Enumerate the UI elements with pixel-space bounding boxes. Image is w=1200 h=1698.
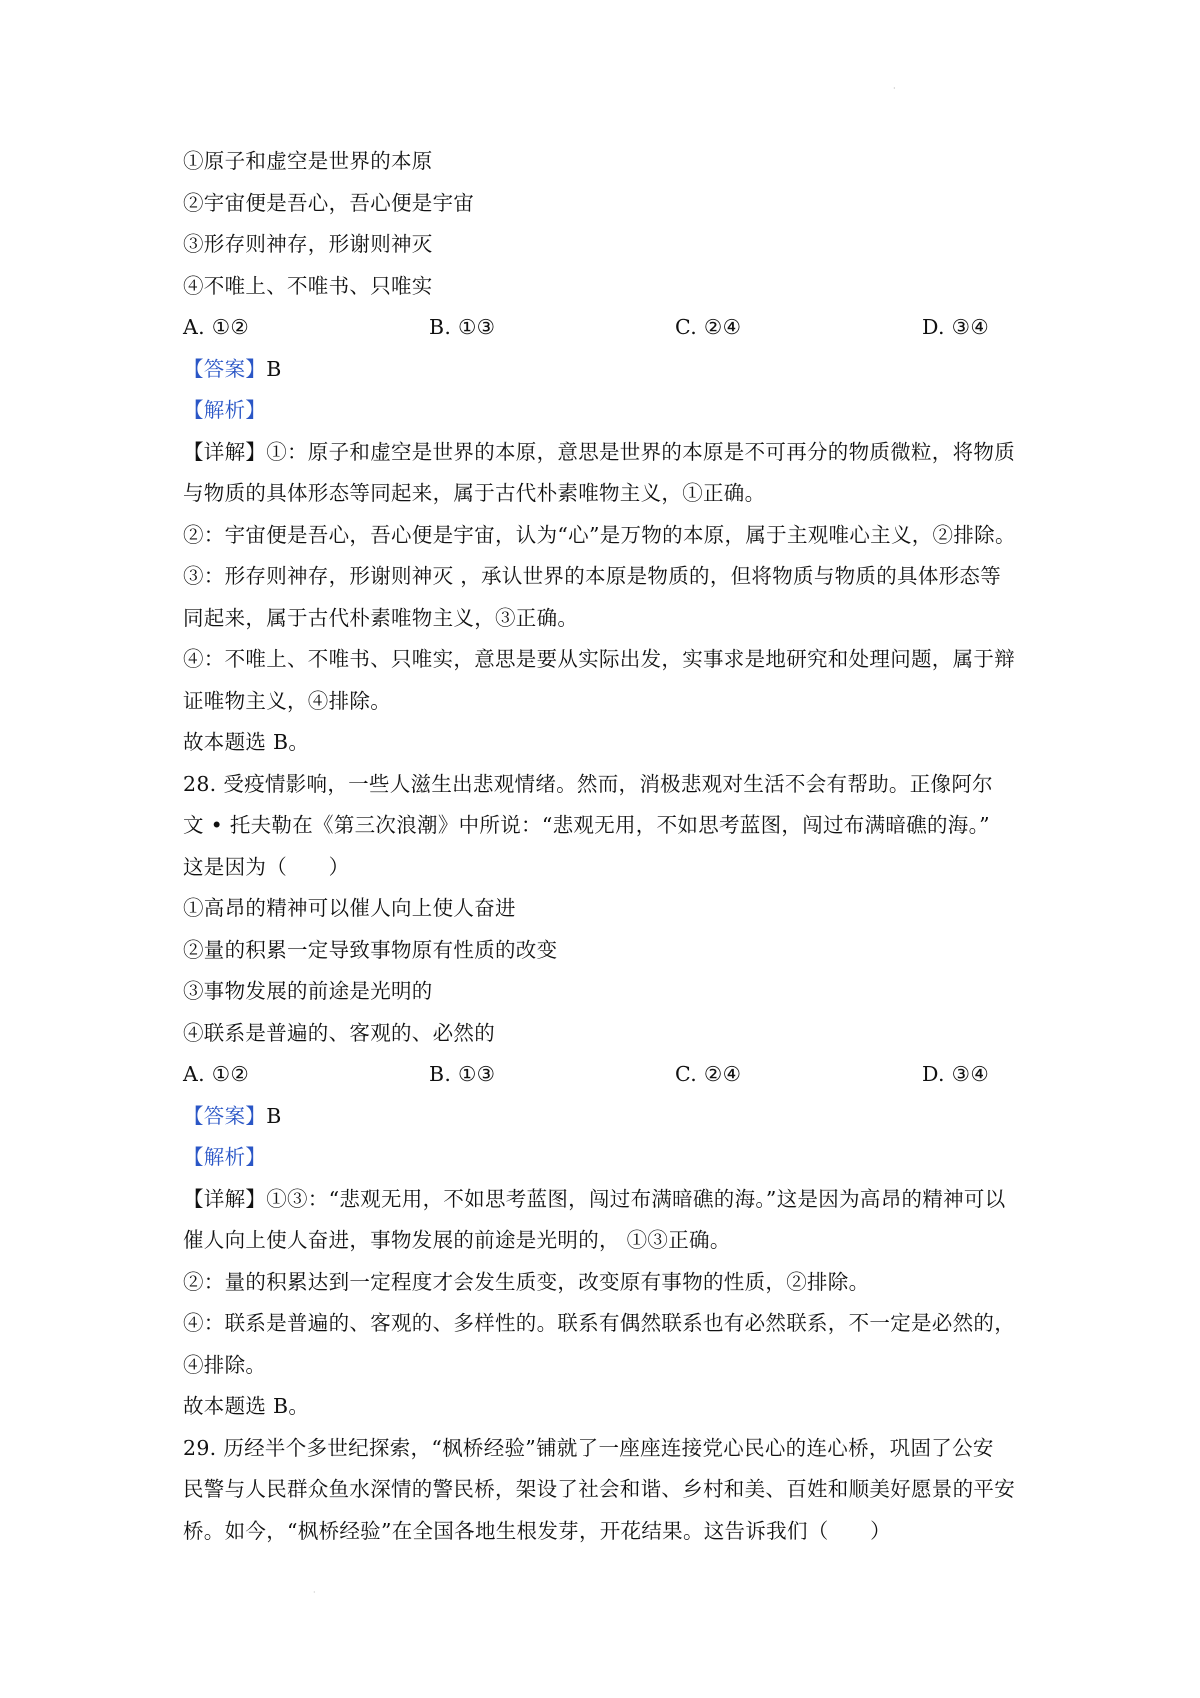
q27-explanation-5: 同起来，属于古代朴素唯物主义，③正确。 [183, 605, 579, 630]
q28-statement-4: ④联系是普遍的、客观的、必然的 [183, 1020, 495, 1045]
q28-answer-value: B [266, 1103, 282, 1128]
q27-explanation-3: ②：宇宙便是吾心，吾心便是宇宙，认为“心”是万物的本原，属于主观唯心主义，②排除。 [183, 522, 1016, 547]
q27-explanation-4: ③：形存则神存，形谢则神灭 ，承认世界的本原是物质的，但将物质与物质的具体形态等 [183, 564, 1002, 588]
question-29 [183, 1428, 1033, 1553]
q29-stem-2: 民警与人民群众鱼水深情的警民桥，架设了社会和谐、乡村和美、百姓和顺美好愿景的平安 [183, 1477, 1015, 1501]
q27-conclusion: 故本题选 B。 [183, 730, 310, 754]
q27-statement-4: ④不唯上、不唯书、只唯实 [183, 273, 433, 298]
q28-statement-3: ③事物发展的前途是光明的 [183, 979, 433, 1003]
q28-statement-2: ②量的积累一定导致事物原有性质的改变 [183, 937, 558, 962]
q27-answer-value: B [266, 356, 282, 381]
q28-option-a: A. ①② [183, 1062, 250, 1086]
q28-analysis-tag: 【解析】 [183, 1145, 267, 1169]
q28-options [183, 1054, 1033, 1096]
question-27 [183, 141, 1033, 764]
q28-explanation-5: ④排除。 [183, 1352, 267, 1377]
q27-explanation-1 [183, 432, 1033, 474]
q28-statement-1: ①高昂的精神可以催人向上使人奋进 [183, 896, 516, 920]
q27-explanation-6: ④：不唯上、不唯书、只唯实，意思是要从实际出发，实事求是地研究和处理问题，属于辩 [183, 647, 1015, 671]
q28-conclusion: 故本题选 B。 [183, 1394, 310, 1418]
q28-answer [183, 1096, 1033, 1138]
q27-statement-2: ②宇宙便是吾心，吾心便是宇宙 [183, 190, 475, 215]
question-28 [183, 764, 1033, 1428]
q27-explanation-7: 证唯物主义，④排除。 [183, 688, 391, 713]
q27-option-d: D. ③④ [922, 315, 989, 339]
q28-explanation-3: ②：量的积累达到一定程度才会发生质变，改变原有事物的性质，②排除。 [183, 1269, 870, 1294]
q28-explanation-1 [183, 1179, 1033, 1221]
q27-statement-3: ③形存则神存，形谢则神灭 [183, 232, 433, 256]
q28-explanation-text-1: ①③：“悲观无用，不如思考蓝图，闯过布满暗礁的海。”这是因为高昂的精神可以 [266, 1186, 1006, 1211]
q27-detail-tag: 【详解】 [183, 439, 267, 464]
q27-explanation-text-1: ①：原子和虚空是世界的本原，意思是世界的本原是不可再分的物质微粒，将物质 [266, 439, 1016, 464]
q29-stem-1: 29. 历经半个多世纪探索，“枫桥经验”铺就了一座座连接党心民心的连心桥，巩固了公安 [183, 1435, 994, 1460]
q28-option-b: B. ①③ [429, 1062, 496, 1086]
q28-explanation-4: ④：联系是普遍的、客观的、多样性的。联系有偶然联系也有必然联系，不一定是必然的， [183, 1311, 1015, 1335]
q27-options [183, 307, 1033, 349]
q27-analysis-tag: 【解析】 [183, 398, 267, 422]
page-mark-top: · [893, 84, 896, 93]
q27-option-a: A. ①② [183, 315, 250, 339]
q28-option-d: D. ③④ [922, 1062, 989, 1086]
document-page [183, 141, 1033, 1552]
page-mark-bottom: · [313, 1588, 316, 1597]
q28-stem-1: 28. 受疫情影响，一些人滋生出悲观情绪。然而，消极悲观对生活不会有帮助。正像阿尔 [183, 771, 993, 796]
q28-option-c: C. ②④ [675, 1062, 742, 1086]
q27-explanation-2: 与物质的具体形态等同起来，属于古代朴素唯物主义，①正确。 [183, 481, 766, 505]
q27-option-b: B. ①③ [429, 315, 496, 339]
q28-answer-tag: 【答案】 [183, 1103, 267, 1128]
q27-answer [183, 349, 1033, 391]
q27-statement-1: ①原子和虚空是世界的本原 [183, 149, 433, 173]
q27-option-c: C. ②④ [675, 315, 742, 339]
q27-answer-tag: 【答案】 [183, 356, 267, 381]
q28-stem-2: 文 • 托夫勒在《第三次浪潮》中所说：“悲观无用，不如思考蓝图，闯过布满暗礁的海。” [183, 813, 990, 837]
q28-stem-3: 这是因为（ ） [183, 854, 350, 879]
q28-detail-tag: 【详解】 [183, 1186, 267, 1211]
q29-stem-3: 桥。如今，“枫桥经验”在全国各地生根发芽，开花结果。这告诉我们（ ） [183, 1518, 891, 1543]
q28-explanation-2: 催人向上使人奋进，事物发展的前途是光明的， ①③正确。 [183, 1228, 731, 1252]
